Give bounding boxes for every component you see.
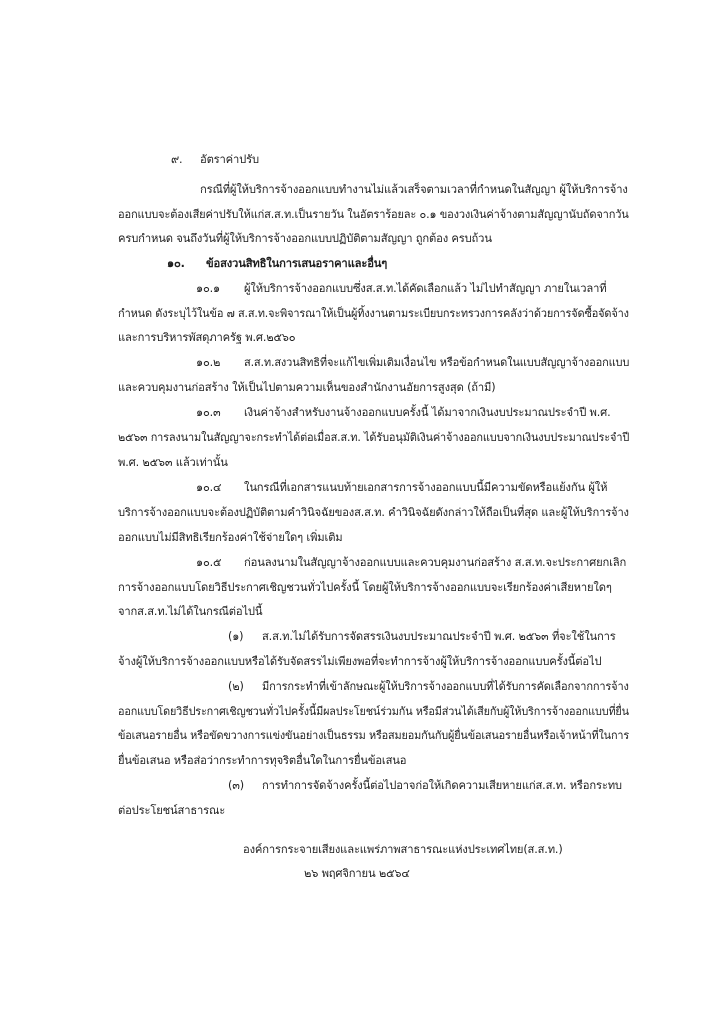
- section-9-line-2: ออกแบบจะต้องเสียค่าปรับให้แก่ส.ส.ท.เป็นรายวัน ในอัตราร้อยละ ๐.๑ ของวงเงินค่าจ้างตามสัญญานับถัดจากวัน: [118, 208, 629, 221]
- clause-10-1-line-2: กำหนด ดังระบุไว้ในข้อ ๗ ส.ส.ท.จะพิจารณาให้เป็นผู้ทิ้งงานตามระเบียบกระทรวงการคลังว่าด้วยการจัดซื้อจัดจ้าง: [118, 307, 629, 320]
- sub-item-3-line-2: ต่อประโยชน์สาธารณะ: [118, 804, 226, 817]
- clause-10-5-number: ๑๐.๕: [196, 556, 222, 569]
- clause-10-3-number: ๑๐.๓: [196, 406, 221, 419]
- clause-10-2-line-2: และควบคุมงานก่อสร้าง ให้เป็นไปตามความเห็นของสำนักงานอัยการสูงสุด (ถ้ามี): [118, 381, 496, 394]
- signature-organization: องค์การกระจายเสียงและแพร่ภาพสาธารณะแห่งประเทศไทย(ส.ส.ท.): [243, 843, 563, 856]
- sub-item-3-number: (๓): [228, 779, 244, 792]
- clause-10-3-line-1: เงินค่าจ้างสำหรับงานจ้างออกแบบครั้งนี้ ได้มาจากเงินงบประมาณประจำปี พ.ศ.: [244, 406, 611, 419]
- sub-item-2-line-3: ข้อเสนอรายอื่น หรือขัดขวางการแข่งขันอย่างเป็นธรรม หรือสมยอมกันกับผู้ยื่นข้อเสนอรายอื่นหรือเจ้าหน้าที่ในการ: [118, 729, 630, 742]
- clause-10-2-line-1: ส.ส.ท.สงวนสิทธิที่จะแก้ไขเพิ่มเติมเงื่อนไข หรือข้อกำหนดในแบบสัญญาจ้างออกแบบ: [244, 356, 630, 369]
- sub-item-2-line-2: ออกแบบโดยวิธีประกาศเชิญชวนทั่วไปครั้งนี้มีผลประโยชน์ร่วมกัน หรือมีส่วนได้เสียกับผู้ให้บริการจ้างออกแบบที่ยื่น: [118, 705, 629, 718]
- section-10-title: ข้อสงวนสิทธิในการเสนอราคาและอื่นๆ: [206, 257, 388, 270]
- clause-10-2-number: ๑๐.๒: [196, 356, 221, 369]
- clause-10-1-line-3: และการบริหารพัสดุภาครัฐ พ.ศ.๒๕๖๐: [118, 331, 296, 344]
- clause-10-3-line-2: ๒๕๖๓ การลงนามในสัญญาจะกระทำได้ต่อเมื่อส.ส.ท. ได้รับอนุมัติเงินค่าจ้างออกแบบจากเงินงบประมาณประจำปี: [118, 431, 630, 444]
- sub-item-3-line-1: การทำการจัดจ้างครั้งนี้ต่อไปอาจก่อให้เกิดความเสียหายแก่ส.ส.ท. หรือกระทบ: [262, 779, 622, 792]
- sub-item-1-number: (๑): [228, 630, 244, 643]
- sub-item-1-line-1: ส.ส.ท.ไม่ได้รับการจัดสรรเงินงบประมาณประจำปี พ.ศ. ๒๕๖๓ ที่จะใช้ในการ: [262, 630, 616, 643]
- clause-10-1-line-1: ผู้ให้บริการจ้างออกแบบซึ่งส.ส.ท.ได้คัดเลือกแล้ว ไม่ไปทำสัญญา ภายในเวลาที่: [244, 282, 607, 295]
- sub-item-2-line-1: มีการกระทำที่เข้าลักษณะผู้ให้บริการจ้างออกแบบที่ได้รับการคัดเลือกจากการจ้าง: [262, 680, 629, 693]
- clause-10-5-line-1: ก่อนลงนามในสัญญาจ้างออกแบบและควบคุมงานก่อสร้าง ส.ส.ท.จะประกาศยกเลิก: [244, 556, 627, 569]
- sub-item-2-line-4: ยื่นข้อเสนอ หรือส่อว่ากระทำการทุจริตอื่นใดในการยื่นข้อเสนอ: [118, 754, 407, 767]
- clause-10-3-line-3: พ.ศ. ๒๕๖๓ แล้วเท่านั้น: [118, 456, 228, 469]
- section-9-number: ๙.: [171, 153, 183, 166]
- clause-10-1-number: ๑๐.๑: [196, 282, 220, 295]
- signature-date: ๒๖ พฤศจิกายน ๒๕๖๔: [304, 867, 410, 880]
- clause-10-5-line-2: การจ้างออกแบบโดยวิธีประกาศเชิญชวนทั่วไปครั้งนี้ โดยผู้ให้บริการจ้างออกแบบจะเรียกร้องค่าเสียหายใดๆ: [118, 581, 612, 594]
- section-9-line-1: กรณีที่ผู้ให้บริการจ้างออกแบบทำงานไม่แล้วเสร็จตามเวลาที่กำหนดในสัญญา ผู้ให้บริการจ้าง: [200, 183, 628, 196]
- clause-10-4-line-2: บริการจ้างออกแบบจะต้องปฏิบัติตามคำวินิจฉัยของส.ส.ท. คำวินิจฉัยดังกล่าวให้ถือเป็นที่สุด และผู้ให้บริการจ้าง: [118, 506, 629, 519]
- clause-10-4-number: ๑๐.๔: [196, 481, 222, 494]
- clause-10-4-line-3: ออกแบบไม่มีสิทธิเรียกร้องค่าใช้จ่ายใดๆ เพิ่มเติม: [118, 531, 343, 544]
- clause-10-5-line-3: จากส.ส.ท.ไม่ได้ในกรณีต่อไปนี้: [118, 605, 263, 618]
- section-9-line-3: ครบกำหนด จนถึงวันที่ผู้ให้บริการจ้างออกแบบปฏิบัติตามสัญญา ถูกต้อง ครบถ้วน: [118, 232, 492, 245]
- clause-10-4-line-1: ในกรณีที่เอกสารแนบท้ายเอกสารการจ้างออกแบบนี้มีความขัดหรือแย้งกัน ผู้ให้: [244, 481, 608, 494]
- section-9-title: อัตราค่าปรับ: [200, 153, 259, 166]
- section-10-number: ๑๐.: [167, 257, 185, 270]
- sub-item-1-line-2: จ้างผู้ให้บริการจ้างออกแบบหรือได้รับจัดสรรไม่เพียงพอที่จะทำการจ้างผู้ให้บริการจ้างออกแบบครั้งนี้ต่อไป: [118, 655, 602, 668]
- sub-item-2-number: (๒): [228, 680, 244, 693]
